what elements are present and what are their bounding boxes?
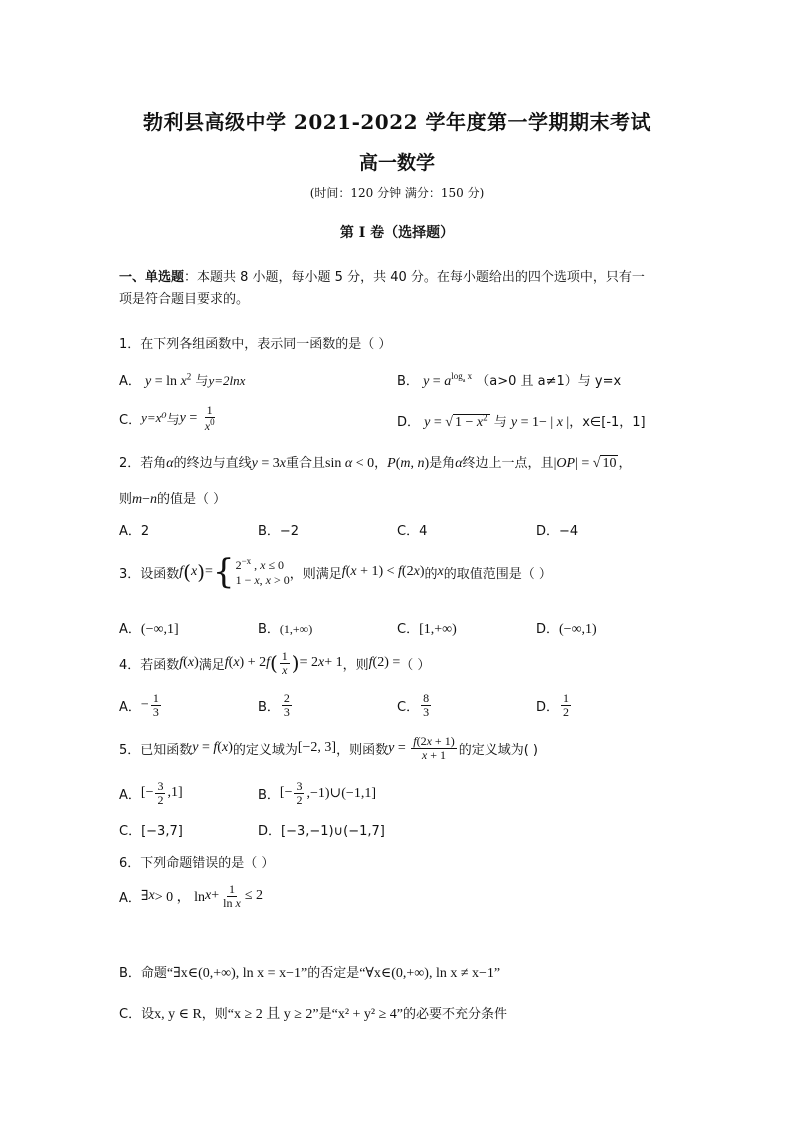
q6-a-label: A．	[119, 890, 141, 906]
q1-d-label: D．	[397, 415, 421, 430]
q3-stem	[119, 552, 552, 592]
q4-f2: f(2) =	[368, 655, 401, 671]
q4-stem	[119, 650, 430, 676]
q5-a-value: [−	[140, 785, 154, 801]
q6-stem: 6．下列命题错误的是（ ）	[119, 856, 275, 871]
q1-c-label: C．	[119, 412, 142, 428]
q2-op-cond: |OP| = √ 10	[553, 456, 617, 471]
q3-d-value: (−∞,1)	[559, 622, 597, 637]
q6-b-quote-2: “∀x∈(0,+∞), ln x ≠ x−1”	[359, 966, 501, 981]
instructions-line-2: 项是符合题目要求的。	[119, 292, 250, 307]
q5-a-tail: ,1]	[167, 785, 183, 801]
q3-a-label: A．	[119, 622, 141, 637]
q6-c-quote-2: “x² + y² ≥ 4”	[331, 1007, 404, 1022]
q3-c-label: C．	[397, 622, 420, 637]
q2-text-5: 是角	[429, 456, 456, 471]
q4-text-4: （ ）	[400, 657, 431, 673]
q6-b-quote-1: “∃x∈(0,+∞), ln x = x−1”	[166, 966, 308, 981]
q5-new-func: y = $\frac{f(2x + 1)}{x + 1}$	[388, 734, 455, 762]
instructions-text: ：本题共 8 小题，每小题 5 分，共 40 分。在每小题给出的四个选项中，只有一	[184, 270, 645, 285]
q1-a-formula: $y = \ln x^2$	[145, 371, 192, 389]
instructions-line-1	[119, 266, 645, 285]
q6-c-label: C．设	[119, 1007, 155, 1022]
q1-b-formula: $y = a^{log_a x}$	[423, 371, 473, 389]
q1-a-rhs: y=2lnx	[208, 373, 246, 388]
q1-d-with: 与	[493, 415, 507, 430]
q1-a-with: 与	[195, 374, 209, 389]
q3-b-value: (1,+∞)	[279, 622, 313, 636]
q2-text-1: 2．若角	[119, 456, 167, 471]
q2-option-a[interactable]: A．2	[119, 524, 150, 539]
q6-a-formula: ∃ x > 0 ， ln x + $\frac{1}{\text{ln x}}$ ≤ 2	[140, 882, 264, 910]
q5-b-label: B．	[258, 787, 280, 803]
q5-text-4: 的定义域为( )	[458, 742, 538, 758]
q3-option-c[interactable]	[397, 618, 457, 638]
q4-option-b[interactable]: B． $\frac{2}{3}$	[258, 691, 290, 719]
q2-alpha-2: α	[455, 456, 463, 471]
q5-text-2: 的定义域为	[232, 742, 298, 758]
q4-a-label: A．	[119, 699, 141, 715]
q6-c-vars: x, y ∈ R	[154, 1007, 202, 1022]
q1-option-a[interactable]	[119, 370, 245, 390]
exam-title: 勃利县高级中学 2021-2022 学年度第一学期期末考试	[142, 110, 652, 134]
q5-text-3: ，则函数	[336, 742, 389, 758]
q4-option-c[interactable]: C． $\frac{8}{3}$	[397, 691, 430, 719]
q4-text-2: 满足	[198, 657, 225, 673]
q6-option-a[interactable]	[119, 883, 263, 909]
q6-option-b[interactable]	[119, 962, 500, 982]
q4-option-a[interactable]: A． − $\frac{1}{3}$	[119, 691, 159, 719]
q1-b-cond: （a>0 且 a≠1）与 y=x	[476, 374, 622, 389]
q2-text-6: 终边上一点，且	[462, 456, 554, 471]
q2-text-8: 的值是（ ）	[157, 492, 227, 507]
q2-text-3: 重合且	[286, 456, 326, 471]
q3-a-value: (−∞,1]	[140, 622, 179, 637]
q1-stem: 1．在下列各组函数中，表示同一函数的是（ ）	[119, 337, 392, 352]
q3-text-1: 3．设函数	[119, 566, 180, 582]
q3-option-d[interactable]	[536, 618, 597, 638]
q2-alpha: α	[166, 456, 174, 471]
q5-func: y = f(x)	[192, 740, 233, 756]
q1-c-lhs: y=x⁰	[141, 410, 167, 426]
q2-sin-cond: sin α < 0	[325, 456, 375, 471]
q3-d-label: D．	[536, 622, 560, 637]
q2-option-b[interactable]: B．−2	[258, 524, 300, 539]
q5-option-a[interactable]: A． [− $\frac{3}{2}$ ,1]	[119, 779, 183, 807]
q2-point: P(m, n)	[387, 456, 430, 471]
q4-d-label: D．	[536, 699, 560, 715]
section-title: 第 I 卷（选择题）	[339, 225, 455, 241]
q1-c-formula: y = $\frac{1}{x^0}$	[179, 403, 215, 433]
q6-c-quote-1: “x ≥ 2 且 y ≥ 2”	[227, 1007, 319, 1022]
q6-b-mid: 的否定是	[307, 966, 360, 981]
q6-b-label: B．命题	[119, 966, 167, 981]
q1-a-label: A．	[119, 374, 141, 389]
q1-c-with: 与	[166, 412, 180, 428]
q1-d-formula-2: y = 1− | x |	[510, 415, 570, 430]
q3-option-b[interactable]	[258, 618, 312, 637]
q4-equation: f ( x ) + 2 f ( $\frac{1}{x}$ ) = 2 x + 1	[224, 649, 343, 677]
exam-meta: (时间：120 分钟 满分：150 分)	[309, 186, 485, 200]
q3-text-3: 的	[424, 566, 438, 582]
q1-d-tail: ，x∈[-1，1]	[569, 415, 646, 430]
q3-piecewise: f ( x ) = { $2^{-x}$ , x ≤ 0 1 − x, x > 0	[179, 552, 290, 592]
q4-text-1: 4．若函数	[119, 657, 180, 673]
q1-option-d[interactable]	[397, 411, 646, 431]
q2-line-eq: y = 3x	[251, 456, 286, 471]
q2-text-2: 的终边与直线	[173, 456, 252, 471]
q1-option-c[interactable]	[119, 404, 219, 432]
instructions-bold: 一、单选题	[119, 270, 185, 285]
exam-subtitle: 高一数学	[358, 152, 435, 174]
q5-option-b[interactable]: B． [− $\frac{3}{2}$ ,−1)∪(−1,1]	[258, 779, 376, 807]
q4-c-label: C．	[397, 699, 420, 715]
q6-c-tail: 的必要不充分条件	[403, 1007, 508, 1022]
q5-stem	[119, 735, 538, 761]
q2-stem-line-1: 2．若角α的终边与直线y = 3x重合且sin α < 0，P(m, n)是角α终边上一点，且|OP| = √ 10 ，	[119, 456, 632, 471]
q3-b-label: B．	[258, 622, 280, 637]
q3-x: x	[437, 564, 444, 579]
q1-d-formula-1: y = √ $1 - x^2$	[424, 412, 488, 430]
q6-c-then: ，则	[201, 1007, 228, 1022]
q2-text-4: ，	[374, 456, 388, 471]
q6-c-mid: 是	[318, 1007, 332, 1022]
q3-text-4: 的取值范围是（ ）	[443, 566, 552, 582]
q4-b-label: B．	[258, 699, 280, 715]
q3-option-a[interactable]	[119, 618, 179, 638]
q5-b-value: [−	[279, 785, 293, 801]
q5-b-tail: ,−1)∪(−1,1]	[306, 785, 376, 801]
q1-b-label: B．	[397, 374, 419, 389]
q5-option-d[interactable]: D．[−3,−1)∪(−1,7]	[258, 824, 385, 839]
q2-m-minus-n: m−n	[132, 492, 158, 507]
q3-c-value: [1,+∞)	[419, 622, 457, 637]
q3-inequality: f(x + 1) < f(2x)	[341, 564, 425, 579]
q2-option-d[interactable]: D．−4	[536, 524, 579, 539]
q5-a-label: A．	[119, 787, 141, 803]
q4-text-3: ，则	[342, 657, 369, 673]
q4-option-d[interactable]: D． $\frac{1}{2}$	[536, 691, 570, 719]
q2-stem-line-2	[119, 488, 226, 508]
q2-option-c[interactable]: C．4	[397, 524, 428, 539]
q6-option-c[interactable]	[119, 1003, 507, 1023]
q5-text-1: 5．已知函数	[119, 742, 193, 758]
q2-text-7: 则	[119, 492, 133, 507]
q3-text-2: ，则满足	[289, 566, 342, 582]
q5-domain: [−2, 3]	[297, 740, 337, 756]
q4-fx: f(x)	[179, 655, 199, 671]
q1-option-b[interactable]	[397, 370, 621, 390]
q5-option-c[interactable]: C．[−3,7]	[119, 824, 183, 839]
